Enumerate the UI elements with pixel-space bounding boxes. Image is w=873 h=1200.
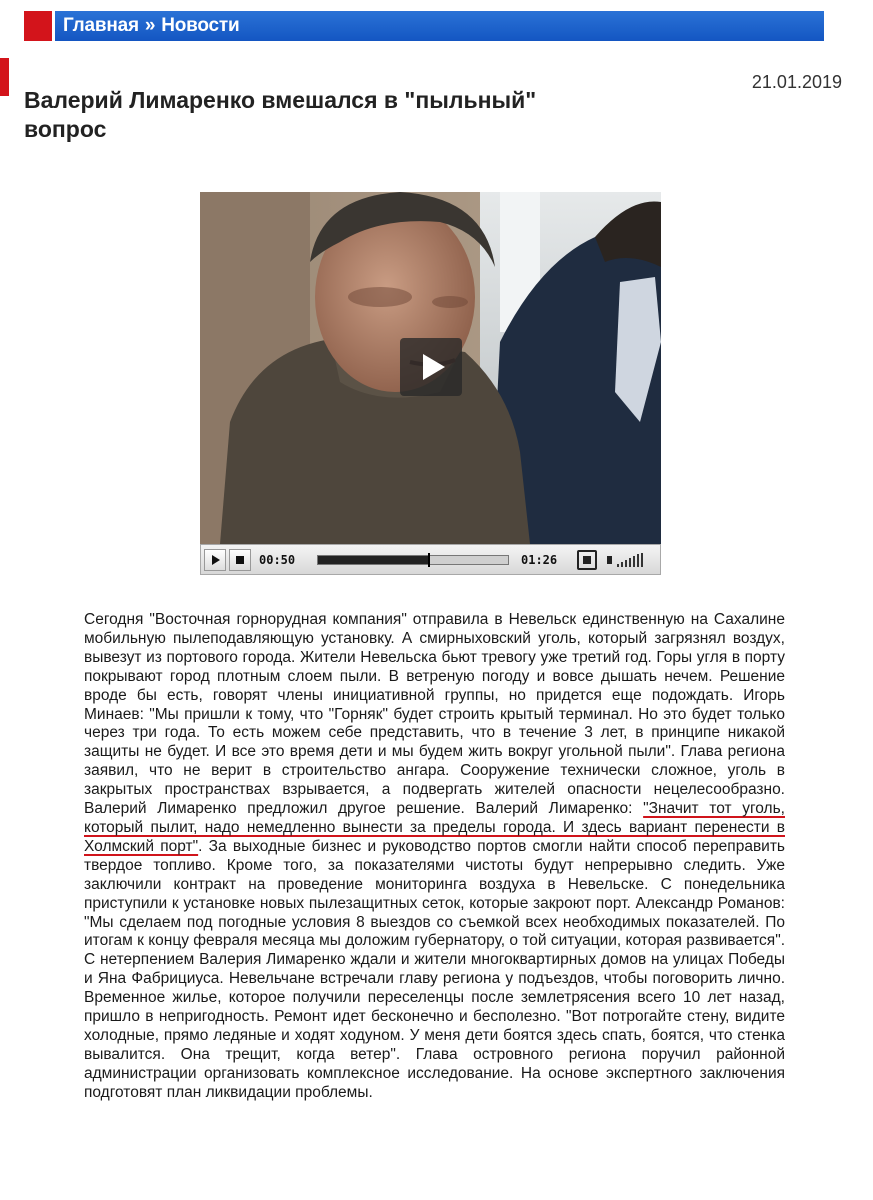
video-seek-handle[interactable]: [428, 553, 430, 567]
video-seek-bar[interactable]: [317, 555, 509, 565]
article-text-part-1: Сегодня "Восточная горнорудная компания" отправила в Невельск единственную на Сахалине мобильную пылеподавляющую установку. А смирныховский уголь, который загрязнял воздух, вывезут из портового города. Жители Невельска бьют тревогу уже третий год. Горы угля в порту покрывают город плотным слоем пыли. В ветреную погоду и вовсе дышать нечем. Решение вроде бы есть, говорят члены инициативной группы, но придется еще подождать. Игорь Минаев: "Мы пришли к тому, что "Горняк" будет строить крытый терминал. Но это будет только через три года. То есть можем себе представить, что в течение 3 лет, в принципе никакой защиты не будет. И все это время дети и мы будем жить вокруг угольной пыли". Глава региона заявил, что не верит в строительство ангара. Сооружение технически сложное, уголь в закрытых пространствах взрывается, а подвергать жителей опасности нецелесообразно. Валерий Лимаренко предложил другое решение. Валерий Лимаренко:: [84, 611, 785, 818]
breadcrumb-separator: »: [144, 15, 156, 36]
breadcrumb: [55, 11, 824, 41]
breadcrumb-red-marker: [24, 11, 52, 41]
title-red-marker: [0, 58, 9, 96]
video-frame[interactable]: [200, 192, 661, 544]
article-body: [84, 611, 785, 1103]
stop-icon[interactable]: [229, 549, 251, 571]
play-icon[interactable]: [204, 549, 226, 571]
video-current-time: 00:50: [259, 552, 296, 567]
video-total-time: 01:26: [521, 552, 558, 567]
video-seek-progress: [318, 556, 428, 564]
article-highlighted-quote: "Значит тот уголь, который пылит, надо немедленно вынести за пределы города. И здесь вариант перенести в Холмский порт": [84, 800, 785, 855]
video-player: [200, 192, 661, 575]
video-play-overlay-button[interactable]: [400, 338, 462, 396]
fullscreen-icon[interactable]: [577, 550, 597, 570]
video-controls: [200, 544, 661, 575]
article-text-part-2: . За выходные бизнес и руководство портов смогли найти способ переправить твердое топливо. Кроме того, за показателями чистоты будут непрерывно следить. Уже заключили контракт на проведение мониторинга воздуха в Невельске. С понедельника приступили к установке новых пылезащитных сеток, которые закроют порт. Александр Романов: "Мы сделаем под погодные условия 8 выездов со съемкой всех необходимых показателей. По итогам к концу февраля месяца мы доложим губернатору, о той ситуации, которая развивается". С нетерпением Валерия Лимаренко ждали и жители многоквартирных домов на улицах Победы и Яна Фабрициуса. Невельчане встречали главу региона у подъездов, чтобы поговорить лично. Временное жилье, которое получили переселенцы после землетрясения всего 10 лет назад, пришло в непригодность. Ремонт идет бесконечно и бесполезно. "Вот потрогайте стену, видите холодные, прямо ледяные и ходят ходуном. У меня дети боятся здесь спать, боятся, что стенка вывалится. Она трещит, когда ветер". Глава островного региона поручил районной администрации организовать комплексное исследование. На основе экспертного заключения подготовят план ликвидации проблемы.: [84, 837, 786, 1101]
breadcrumb-news-link[interactable]: Новости: [161, 15, 240, 36]
breadcrumb-home-link[interactable]: Главная: [63, 15, 139, 36]
volume-icon[interactable]: [607, 553, 643, 567]
article-date: 21.01.2019: [751, 72, 842, 92]
article-title: Валерий Лимаренко вмешался в "пыльный" вопрос: [24, 87, 537, 142]
breadcrumb-bar: [24, 11, 824, 41]
